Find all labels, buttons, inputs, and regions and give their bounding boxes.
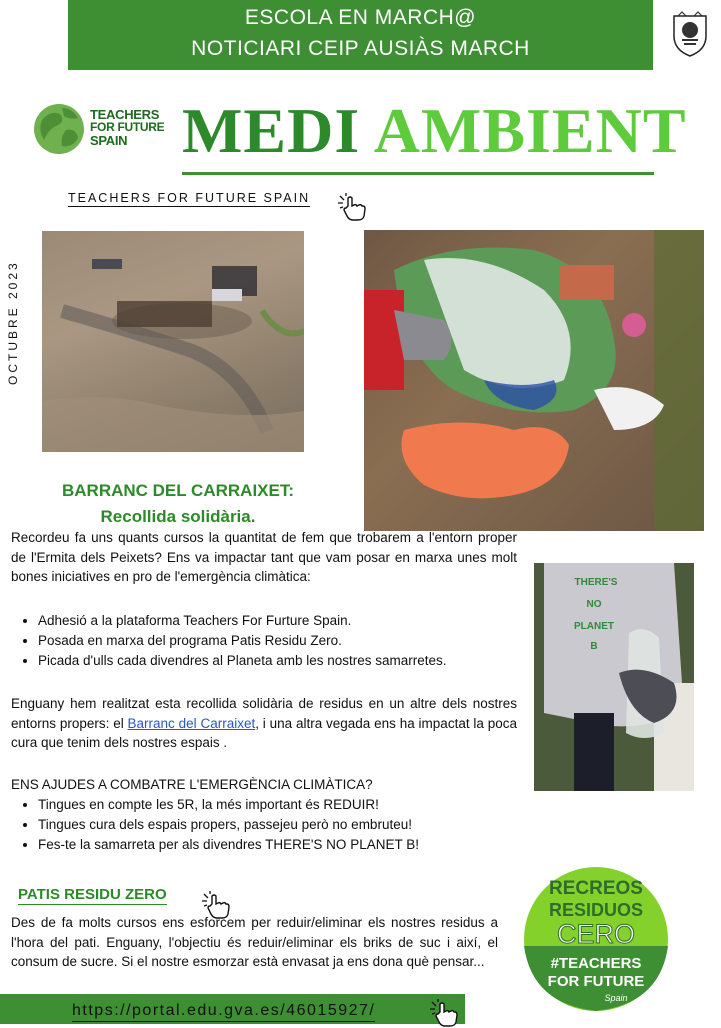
title-underline xyxy=(182,172,654,175)
shirt-text-line: B xyxy=(590,641,598,652)
teachers-for-future-link[interactable]: TEACHERS FOR FUTURE SPAIN xyxy=(68,191,311,205)
pointing-hand-icon xyxy=(336,192,370,222)
shirt-text-line: PLANET xyxy=(574,621,614,632)
issue-date: OCTUBRE 2023 xyxy=(6,260,20,385)
intro-paragraph: Recordeu fa uns quants cursos la quantitat de fem que trobarem a l'entorn proper de l'Ermita dels Peixets? Ens va impactar tant que vam posar en marxa unes molt bones iniciatives en pro de l'emergència climàtica: xyxy=(11,530,517,584)
section-title-line-1: BARRANC DEL CARRAIXET: xyxy=(61,481,295,500)
photo-no-planet-b-shirt xyxy=(534,563,694,791)
teachers-for-future-globe-icon xyxy=(32,100,88,158)
title-word-ambient: AMBIENT xyxy=(373,95,687,166)
title-word-medi: MEDI xyxy=(182,95,361,166)
initiatives-list xyxy=(10,611,548,671)
section-title-line-2: Recollida solidària. xyxy=(100,507,256,526)
list-item: • Picada d'ulls cada divendres al Planeta amb les nostres samarretes. xyxy=(38,651,548,671)
badge-line-2: RESIDUOS xyxy=(548,900,644,920)
teachers-for-future-wordmark: TEACHERS FOR FUTURE SPAIN xyxy=(90,107,165,148)
shirt-text-line: THERE'S xyxy=(574,577,618,588)
header-line-2: NOTICIARI CEIP AUSIÀS MARCH xyxy=(191,37,530,60)
header-line-1: ESCOLA EN MARCH@ xyxy=(244,6,477,29)
page-title xyxy=(182,96,687,166)
header-banner xyxy=(68,0,653,70)
shirt-text-line: NO xyxy=(586,599,602,610)
call-to-action-heading: ENS AJUDES A COMBATRE L'EMERGÈNCIA CLIMÀTICA? xyxy=(11,777,373,792)
barranc-carraixet-link[interactable]: Barranc del Carraixet xyxy=(127,715,256,731)
badge-line-5: FOR FUTURE xyxy=(547,973,645,990)
badge-line-6: Spain xyxy=(604,993,628,1003)
photo-litter-ground xyxy=(42,231,304,452)
list-item: • Tingues cura dels espais propers, passejeu però no embruteu! xyxy=(38,815,548,835)
badge-line-3: CERO xyxy=(556,919,636,949)
list-item: • Adhesió a la plataforma Teachers For Furture Spain. xyxy=(38,611,548,631)
school-crest-logo xyxy=(668,10,712,60)
tips-list xyxy=(10,795,548,855)
patis-residu-zero-heading[interactable]: PATIS RESIDU ZERO xyxy=(18,886,167,903)
list-item: • Tingues en compte les 5R, la més important és REDUIR! xyxy=(38,795,548,815)
school-portal-link[interactable]: https://portal.edu.gva.es/46015927/ xyxy=(72,1001,375,1022)
list-item: • Posada en marxa del programa Patis Residu Zero. xyxy=(38,631,548,651)
section-title xyxy=(10,478,346,530)
patis-paragraph: Des de fa molts cursos ens esforcem per reduir/eliminar els nostres residus a l'hora del pati. Enguany, l'objectiu és reduir/eliminar els briks de suc i així, el consum de sucre. Si el nostre esmorzar està envasat ja ens dona què pensar... xyxy=(11,915,498,969)
badge-line-4: #TEACHERS xyxy=(550,955,642,972)
collection-paragraph: Enguany hem realitzat esta recollida solidària de residus en un altre dels nostres entorns propers: el Barranc del Carraixet, i una altra vegada ens ha impactat la poca cura que tenim dels nostres espais . xyxy=(11,696,517,750)
list-item: • Fes-te la samarreta per als divendres THERE'S NO PLANET B! xyxy=(38,835,548,855)
badge-line-1: RECREOS xyxy=(549,878,643,899)
recreos-residuos-cero-badge xyxy=(520,864,672,1014)
photo-collected-rubbish xyxy=(364,230,704,531)
